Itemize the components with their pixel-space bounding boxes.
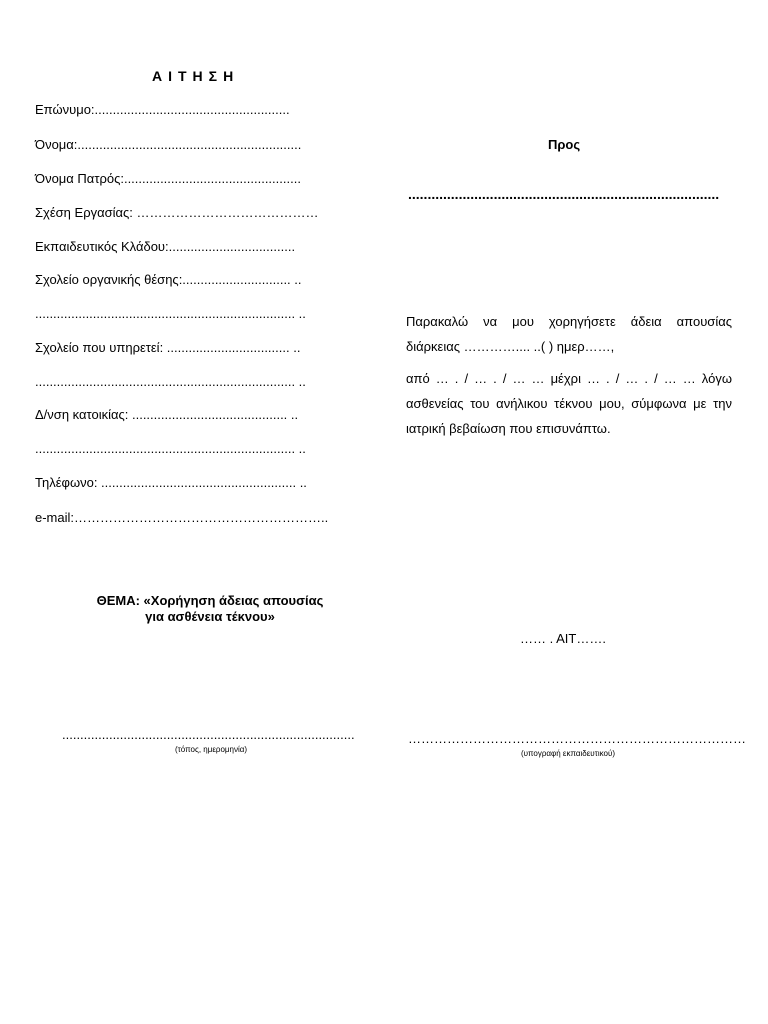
school-serving-continuation: ........................................................................ .. (35, 374, 306, 389)
signature-caption: (υπογραφή εκπαιδευτικού) (520, 749, 616, 758)
place-date-caption: (τόπος, ημερομηνία) (174, 745, 248, 754)
place-date-line: ................................................................................. (62, 727, 355, 742)
first-name-field: Όνομα:.............................................................. (35, 137, 302, 152)
address-continuation: ........................................................................ .. (35, 441, 306, 456)
school-serving-field: Σχολείο που υπηρετεί: .................................. .. (35, 340, 301, 355)
subject-line-2: για ασθένεια τέκνου» (145, 609, 275, 624)
recipient-line: ................................................................................ (408, 186, 720, 202)
address-field: Δ/νση κατοικίας: ........................................... .. (35, 407, 299, 422)
school-org-continuation: ........................................................................ .. (35, 306, 306, 321)
father-name-field: Όνομα Πατρός:................................................. (35, 171, 301, 186)
email-field: e-mail:………………………………………………….. (35, 510, 329, 525)
employment-field: Σχέση Εργασίας: …………………………………… (35, 205, 319, 220)
surname-field: Επώνυμο:...................................................... (35, 102, 290, 117)
document-title: ΑΙΤΗΣΗ (152, 68, 240, 84)
request-paragraph-reason: από … . / … . / … … μέχρι … . / … . / … … λόγω ασθενείας του ανήλικου τέκνου μου, σύμφωνα με την ιατρική βεβαίωση που επισυνάπτω. (406, 371, 732, 436)
school-org-field: Σχολείο οργανικής θέσης:.............................. .. (35, 272, 302, 287)
subject-line-1: ΘΕΜΑ: «Χορήγηση άδειας απουσίας (96, 593, 324, 608)
request-paragraph-duration: Παρακαλώ να μου χορηγήσετε άδεια απουσίας διάρκειας ………….... ..( ) ημερ……, (406, 314, 732, 354)
recipient-label: Προς (548, 137, 581, 152)
signature-line: …………………………………………………………………… (408, 731, 746, 746)
branch-field: Εκπαιδευτικός Κλάδου:................................... (35, 239, 296, 254)
subject-heading (60, 593, 360, 625)
place-date-right: …… . ΑΙΤ……. (520, 631, 606, 646)
phone-field: Τηλέφωνο: ...................................................... .. (35, 475, 307, 490)
